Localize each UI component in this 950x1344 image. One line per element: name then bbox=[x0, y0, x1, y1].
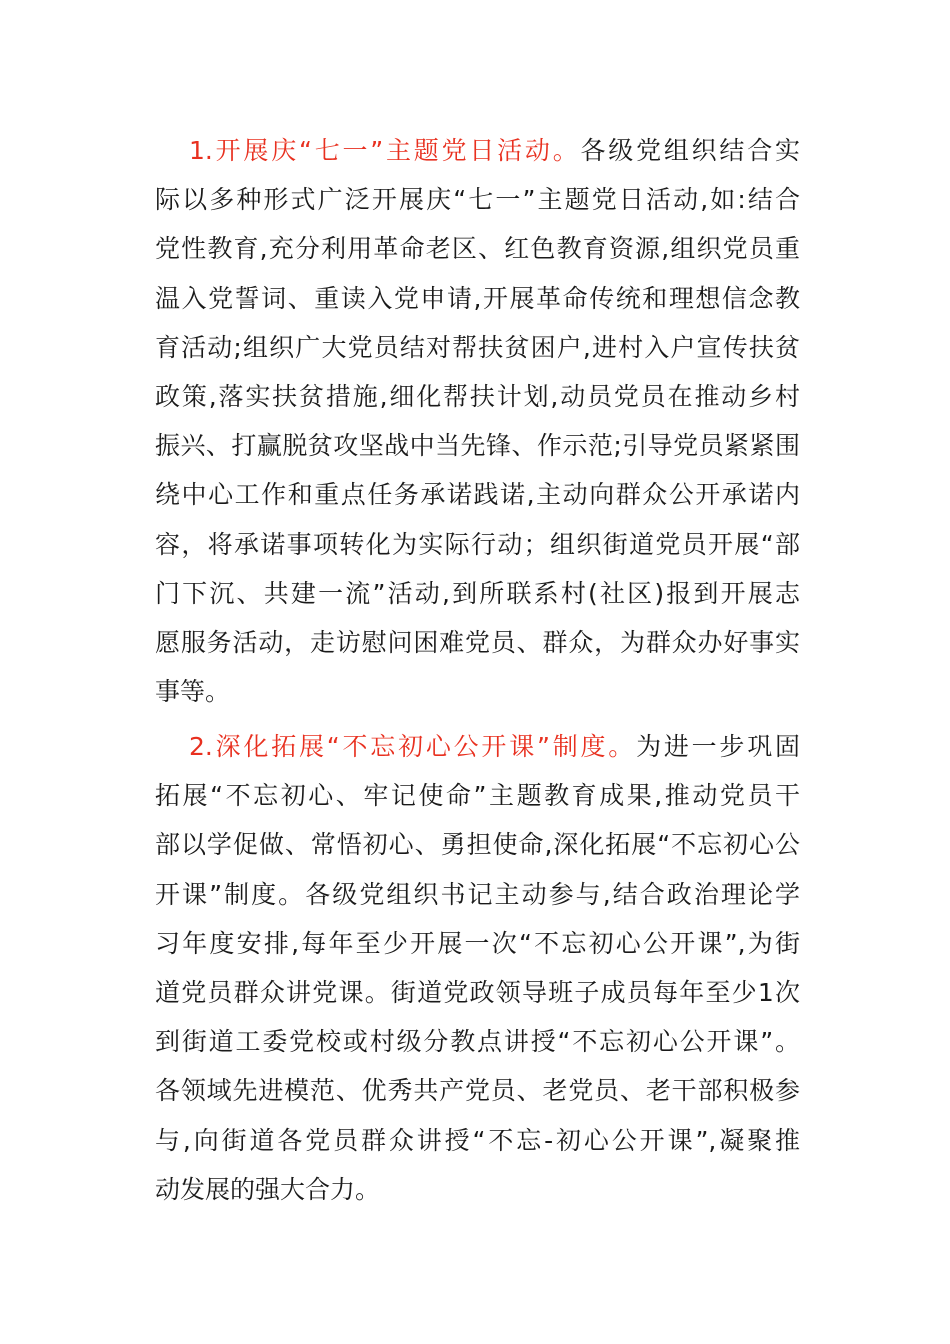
paragraph-2-line: 动发展的强大合力。 bbox=[155, 1174, 381, 1204]
paragraph-1-line: 容，将承诺事项转化为实际行动；组织街道党员开展“部 bbox=[155, 529, 800, 559]
paragraph-1 bbox=[155, 126, 800, 716]
paragraph-1-line: 政策,落实扶贫措施,细化帮扶计划,动员党员在推动乡村 bbox=[155, 381, 800, 411]
paragraph-2-line: 开课”制度。各级党组织书记主动参与,结合政治理论学 bbox=[155, 879, 800, 909]
paragraph-2-line: 与,向街道各党员群众讲授“不忘-初心公开课”,凝聚推 bbox=[155, 1125, 800, 1155]
paragraph-2-line: 拓展“不忘初心、牢记使命”主题教育成果,推动党员干 bbox=[155, 781, 800, 811]
paragraph-1-first-line bbox=[155, 126, 800, 175]
paragraph-2-line: 部以学促做、常悟初心、勇担使命,深化拓展“不忘初心公 bbox=[155, 830, 800, 860]
paragraph-2-heading: 2.深化拓展“不忘初心公开课”制度。 bbox=[189, 732, 637, 761]
paragraph-1-line: 门下沉、共建一流”活动,到所联系村(社区)报到开展志 bbox=[155, 578, 800, 608]
paragraph-2-first-line-text: 为进一步巩固 bbox=[636, 732, 800, 761]
paragraph-1-heading: 1.开展庆“七一”主题党日活动。 bbox=[189, 136, 581, 165]
paragraph-1-first-line-text: 各级党组织结合实 bbox=[580, 136, 800, 165]
paragraph-2-line: 习年度安排,每年至少开展一次“不忘初心公开课”,为街 bbox=[155, 928, 800, 958]
paragraph-1-line: 绕中心工作和重点任务承诺践诺,主动向群众公开承诺内 bbox=[155, 480, 800, 510]
paragraph-1-line: 温入党誓词、重读入党申请,开展革命传统和理想信念教 bbox=[155, 283, 800, 313]
paragraph-1-line: 愿服务活动，走访慰问困难党员、群众，为群众办好事实 bbox=[155, 627, 800, 657]
paragraph-2 bbox=[155, 722, 800, 1214]
paragraph-1-line: 事等。 bbox=[155, 677, 231, 707]
paragraph-2-line: 道党员群众讲党课。街道党政领导班子成员每年至少1次 bbox=[155, 977, 800, 1007]
paragraph-1-line: 党性教育,充分利用革命老区、红色教育资源,组织党员重 bbox=[155, 234, 800, 264]
paragraph-1-line: 际以多种形式广泛开展庆“七一”主题党日活动,如:结合 bbox=[155, 185, 800, 215]
paragraph-2-line: 各领域先进模范、优秀共产党员、老党员、老干部积极参 bbox=[155, 1076, 800, 1106]
paragraph-1-line: 育活动;组织广大党员结对帮扶贫困户,进村入户宣传扶贫 bbox=[155, 332, 800, 362]
paragraph-1-line: 振兴、打赢脱贫攻坚战中当先锋、作示范;引导党员紧紧围 bbox=[155, 431, 800, 461]
paragraph-2-line: 到街道工委党校或村级分教点讲授“不忘初心公开课”。 bbox=[155, 1027, 800, 1057]
paragraph-2-first-line bbox=[155, 722, 800, 771]
